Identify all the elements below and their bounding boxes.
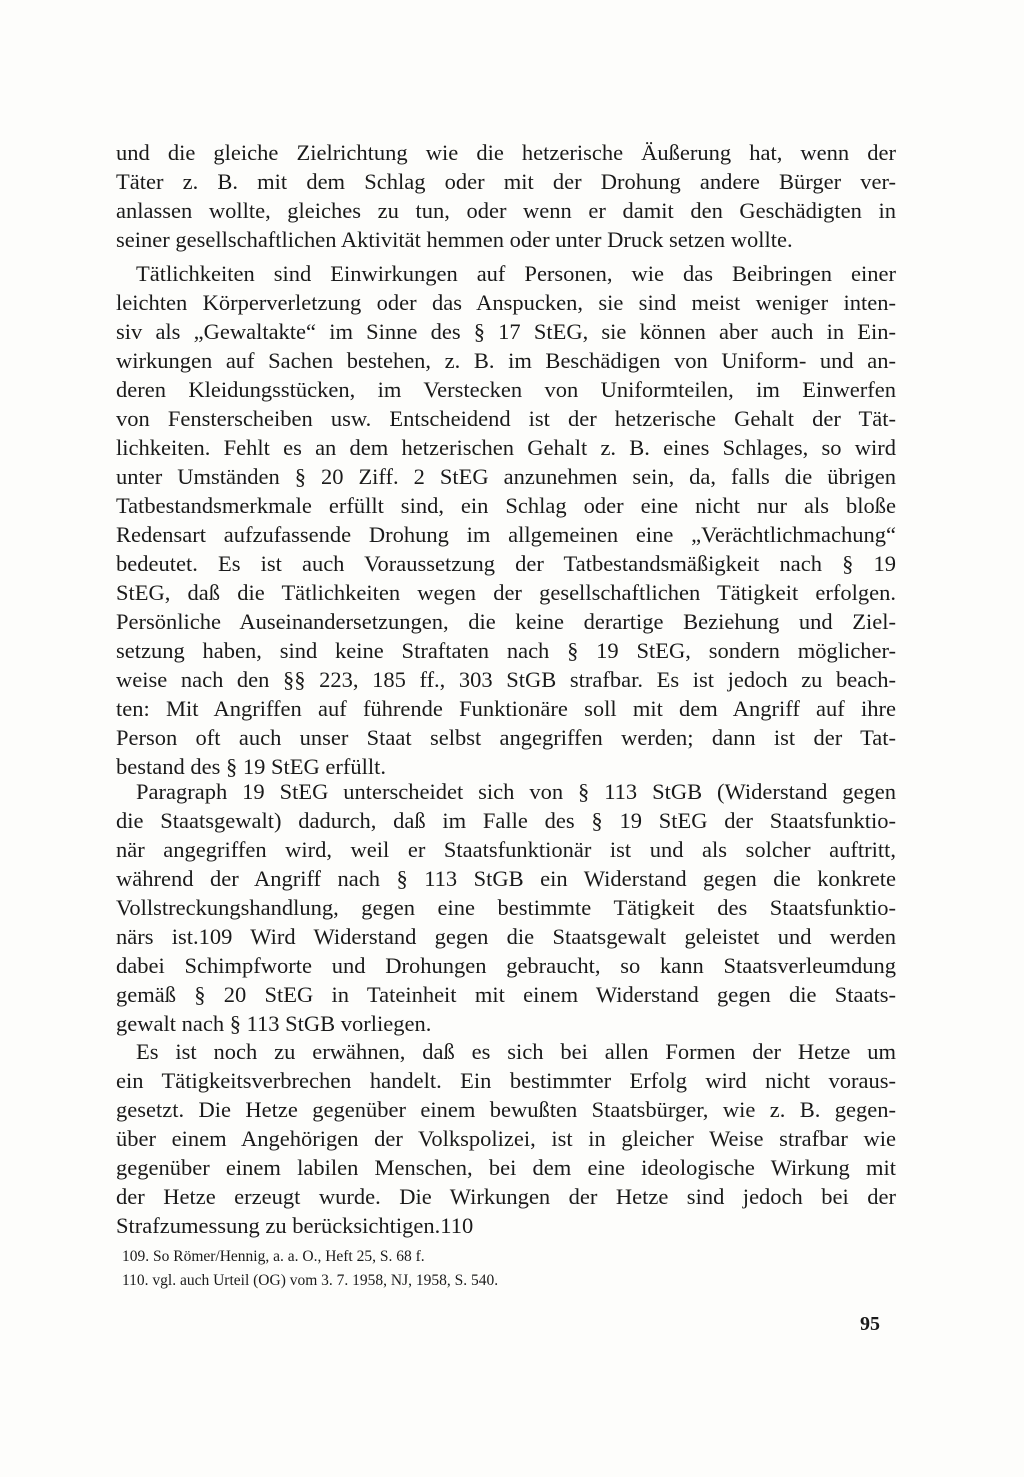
text-line: dabei Schimpfworte und Drohungen gebraucht, so kann Staatsverleumdung [116,953,896,978]
text-line: Persönliche Auseinandersetzungen, die keine derartige Beziehung und Ziel- [116,609,896,634]
paragraph-4 [116,1037,896,1240]
text-line: während der Angriff nach § 113 StGB ein Widerstand gegen die konkrete [116,866,896,891]
text-line: Es ist noch zu erwähnen, daß es sich bei allen Formen der Hetze um [136,1039,896,1064]
text-line: die Staatsgewalt) dadurch, daß im Falle des § 19 StEG der Staatsfunktio- [116,808,896,833]
text-line: Tätlichkeiten sind Einwirkungen auf Personen, wie das Beibringen einer [136,261,896,286]
text-line: seiner gesellschaftlichen Aktivität hemmen oder unter Druck setzen wollte. [116,227,793,252]
paragraph-3 [116,777,896,1038]
text-line: när angegriffen wird, weil er Staatsfunktionär ist und als solcher auftritt, [116,837,896,862]
text-line: leichten Körperverletzung oder das Anspucken, sie sind meist weniger inten- [116,290,896,315]
text-line: ein Tätigkeitsverbrechen handelt. Ein bestimmter Erfolg wird nicht voraus- [116,1068,896,1093]
text-line: deren Kleidungsstücken, im Verstecken von Uniformteilen, im Einwerfen [116,377,896,402]
text-line: gesetzt. Die Hetze gegenüber einem bewußten Staatsbürger, wie z. B. gegen- [116,1097,896,1122]
text-line: Person oft auch unser Staat selbst angegriffen werden; dann ist der Tat- [116,725,896,750]
text-line: und die gleiche Zielrichtung wie die hetzerische Äußerung hat, wenn der [116,140,896,165]
text-line: ten: Mit Angriffen auf führende Funktionäre soll mit dem Angriff auf ihre [116,696,896,721]
text-line: von Fensterscheiben usw. Entscheidend ist der hetzerische Gehalt der Tät- [116,406,896,431]
text-line: bestand des § 19 StEG erfüllt. [116,754,386,779]
text-line: über einem Angehörigen der Volkspolizei, ist in gleicher Weise strafbar wie [116,1126,896,1151]
text-line: lichkeiten. Fehlt es an dem hetzerischen Gehalt z. B. eines Schlages, so wird [116,435,896,460]
page-number: 95 [860,1313,880,1335]
text-line: StEG, daß die Tätlichkeiten wegen der gesellschaftlichen Tätigkeit erfolgen. [116,580,896,605]
text-line: siv als „Gewaltakte“ im Sinne des § 17 StEG, sie können aber auch in Ein- [116,319,896,344]
text-line: bedeutet. Es ist auch Voraussetzung der Tatbestandsmäßigkeit nach § 19 [116,551,896,576]
text-line: Paragraph 19 StEG unterscheidet sich von § 113 StGB (Widerstand gegen [136,779,896,804]
text-line: weise nach den §§ 223, 185 ff., 303 StGB strafbar. Es ist jedoch zu beach- [116,667,896,692]
text-line: gewalt nach § 113 StGB vorliegen. [116,1011,432,1036]
text-line: Täter z. B. mit dem Schlag oder mit der Drohung andere Bürger ver- [116,169,896,194]
text-line: gemäß § 20 StEG in Tateinheit mit einem Widerstand gegen die Staats- [116,982,896,1007]
text-line: Strafzumessung zu berücksichtigen.110 [116,1213,474,1238]
text-line: setzung haben, sind keine Straftaten nach § 19 StEG, sondern möglicher- [116,638,896,663]
text-line: närs ist.109 Wird Widerstand gegen die Staatsgewalt geleistet und werden [116,924,896,949]
footnote-109: 109. So Römer/Hennig, a. a. O., Heft 25, S. 68 f. [122,1248,425,1265]
footnotes [122,1245,722,1293]
text-line: wirkungen auf Sachen bestehen, z. B. im Beschädigen von Uniform- und an- [116,348,896,373]
text-line: Tatbestandsmerkmale erfüllt sind, ein Schlag oder eine nicht nur als bloße [116,493,896,518]
text-line: anlassen wollte, gleiches zu tun, oder wenn er damit den Geschädigten in [116,198,896,223]
text-line: Redensart aufzufassende Drohung im allgemeinen eine „Verächtlichmachung“ [116,522,896,547]
text-line: der Hetze erzeugt wurde. Die Wirkungen der Hetze sind jedoch bei der [116,1184,896,1209]
paragraph-2 [116,259,896,781]
footnote-110: 110. vgl. auch Urteil (OG) vom 3. 7. 1958, NJ, 1958, S. 540. [122,1272,499,1289]
text-line: gegenüber einem labilen Menschen, bei dem eine ideologische Wirkung mit [116,1155,896,1180]
text-line: Vollstreckungshandlung, gegen eine bestimmte Tätigkeit des Staatsfunktio- [116,895,896,920]
paragraph-1 [116,138,896,254]
text-line: unter Umständen § 20 Ziff. 2 StEG anzunehmen sein, da, falls die übrigen [116,464,896,489]
